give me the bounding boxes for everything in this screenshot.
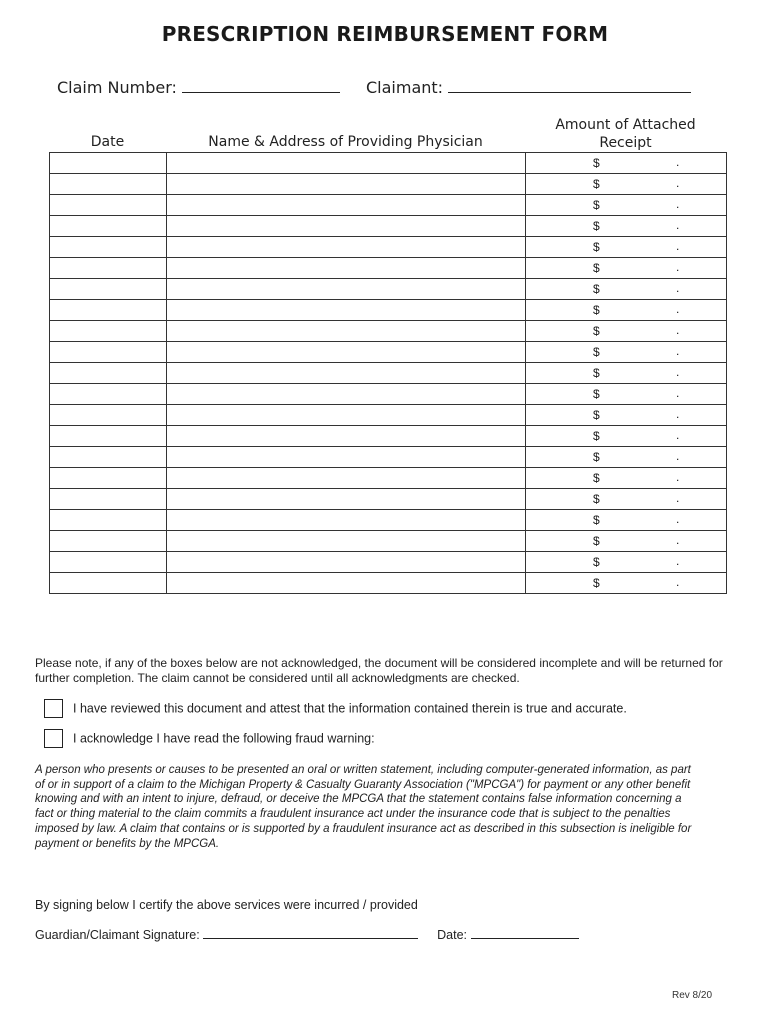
- amount-cell[interactable]: [526, 468, 727, 489]
- table-row: [50, 237, 727, 258]
- amount-column-header: [525, 116, 726, 152]
- amount-cell[interactable]: [526, 153, 727, 174]
- date-column-header: Date: [90, 134, 125, 150]
- attest-checkbox[interactable]: [44, 699, 63, 718]
- receipt-table: [49, 152, 727, 594]
- decimal-point: .: [676, 491, 680, 505]
- physician-cell[interactable]: [167, 363, 526, 384]
- date-cell[interactable]: [50, 384, 167, 405]
- physician-cell[interactable]: [167, 258, 526, 279]
- decimal-point: .: [676, 470, 680, 484]
- dollar-sign: $: [593, 303, 600, 317]
- physician-column-header: Name & Address of Providing Physician: [208, 134, 483, 150]
- table-row: [50, 300, 727, 321]
- table-row: [50, 573, 727, 594]
- decimal-point: .: [676, 512, 680, 526]
- amount-cell[interactable]: [526, 279, 727, 300]
- physician-cell[interactable]: [167, 531, 526, 552]
- date-cell[interactable]: [50, 510, 167, 531]
- table-row: [50, 279, 727, 300]
- amount-cell[interactable]: [526, 573, 727, 594]
- decimal-point: .: [676, 323, 680, 337]
- decimal-point: .: [676, 155, 680, 169]
- dollar-sign: $: [593, 471, 600, 485]
- amount-header-line2: Receipt: [599, 135, 652, 151]
- fraud-warning-text: A person who presents or causes to be presented an oral or written statement, including computer-generated information, as part of or in support of a claim to the Michigan Property & Casualty Guaranty Association ("MPCGA") for payment or any other benefit knowing and with an intent to injure, defraud, or deceive the MPCGA that the statement contains false information concerning a fact or thing material to the claim commits a fraudulent insurance act under the insurance code that is subject to the penalties imposed by law. A claim that contains or is supported by a fraudulent insurance act as described in this subsection is ineligible for payment or benefits by the MPCGA.: [35, 764, 692, 850]
- claimant-field[interactable]: [448, 78, 691, 93]
- amount-cell[interactable]: [526, 342, 727, 363]
- table-row: [50, 216, 727, 237]
- physician-cell[interactable]: [167, 426, 526, 447]
- signature-field[interactable]: [203, 927, 418, 939]
- date-cell[interactable]: [50, 363, 167, 384]
- physician-cell[interactable]: [167, 216, 526, 237]
- claimant-label: Claimant:: [366, 78, 444, 97]
- claim-number-field[interactable]: [182, 78, 340, 93]
- certify-text: By signing below I certify the above services were incurred / provided: [35, 898, 418, 912]
- table-row: [50, 405, 727, 426]
- amount-cell[interactable]: [526, 216, 727, 237]
- physician-cell[interactable]: [167, 195, 526, 216]
- table-row: [50, 489, 727, 510]
- dollar-sign: $: [593, 345, 600, 359]
- date-cell[interactable]: [50, 342, 167, 363]
- date-cell[interactable]: [50, 195, 167, 216]
- table-row: [50, 363, 727, 384]
- claim-number-line: [57, 78, 340, 97]
- dollar-sign: $: [593, 513, 600, 527]
- amount-cell[interactable]: [526, 489, 727, 510]
- physician-cell[interactable]: [167, 279, 526, 300]
- date-cell[interactable]: [50, 153, 167, 174]
- table-row: [50, 195, 727, 216]
- decimal-point: .: [676, 197, 680, 211]
- attest-checkbox-row: [44, 699, 627, 718]
- physician-cell[interactable]: [167, 573, 526, 594]
- amount-cell[interactable]: [526, 195, 727, 216]
- physician-cell[interactable]: [167, 447, 526, 468]
- date-cell[interactable]: [50, 321, 167, 342]
- fraud-warning-checkbox-row: [44, 729, 375, 748]
- dollar-sign: $: [593, 429, 600, 443]
- dollar-sign: $: [593, 387, 600, 401]
- date-cell[interactable]: [50, 489, 167, 510]
- amount-header-line1: Amount of Attached: [555, 117, 696, 133]
- date-cell[interactable]: [50, 447, 167, 468]
- physician-cell[interactable]: [167, 237, 526, 258]
- physician-cell[interactable]: [167, 552, 526, 573]
- fraud-warning-checkbox-label: I acknowledge I have read the following fraud warning:: [73, 731, 375, 746]
- fraud-warning-checkbox[interactable]: [44, 729, 63, 748]
- decimal-point: .: [676, 386, 680, 400]
- dollar-sign: $: [593, 450, 600, 464]
- date-cell[interactable]: [50, 174, 167, 195]
- physician-cell[interactable]: [167, 153, 526, 174]
- date-cell[interactable]: [50, 405, 167, 426]
- amount-cell[interactable]: [526, 447, 727, 468]
- amount-cell[interactable]: [526, 552, 727, 573]
- dollar-sign: $: [593, 198, 600, 212]
- amount-cell[interactable]: [526, 174, 727, 195]
- physician-cell[interactable]: [167, 384, 526, 405]
- decimal-point: .: [676, 533, 680, 547]
- decimal-point: .: [676, 281, 680, 295]
- amount-cell[interactable]: [526, 384, 727, 405]
- date-cell[interactable]: [50, 216, 167, 237]
- dollar-sign: $: [593, 282, 600, 296]
- date-cell[interactable]: [50, 300, 167, 321]
- dollar-sign: $: [593, 534, 600, 548]
- physician-cell[interactable]: [167, 405, 526, 426]
- signature-date-field[interactable]: [471, 927, 579, 939]
- decimal-point: .: [676, 260, 680, 274]
- dollar-sign: $: [593, 219, 600, 233]
- decimal-point: .: [676, 407, 680, 421]
- dollar-sign: $: [593, 555, 600, 569]
- dollar-sign: $: [593, 366, 600, 380]
- amount-cell[interactable]: [526, 363, 727, 384]
- acknowledgment-note: Please note, if any of the boxes below are not acknowledged, the document will be considered incomplete and will be returned for further completion. The claim cannot be considered until all acknowledgments are checked.: [35, 656, 723, 685]
- amount-cell[interactable]: [526, 300, 727, 321]
- table-row: [50, 384, 727, 405]
- date-cell[interactable]: [50, 573, 167, 594]
- decimal-point: .: [676, 302, 680, 316]
- dollar-sign: $: [593, 156, 600, 170]
- physician-cell[interactable]: [167, 468, 526, 489]
- dollar-sign: $: [593, 177, 600, 191]
- table-row: [50, 258, 727, 279]
- attest-checkbox-label: I have reviewed this document and attest that the information contained therein is true and accurate.: [73, 701, 627, 716]
- dollar-sign: $: [593, 576, 600, 590]
- date-cell[interactable]: [50, 552, 167, 573]
- decimal-point: .: [676, 344, 680, 358]
- amount-cell[interactable]: [526, 321, 727, 342]
- amount-cell[interactable]: [526, 258, 727, 279]
- revision-label: Rev 8/20: [672, 990, 713, 1001]
- receipt-rows: [50, 153, 727, 594]
- table-row: [50, 552, 727, 573]
- physician-cell[interactable]: [167, 300, 526, 321]
- claimant-line: [366, 78, 691, 97]
- table-row: [50, 426, 727, 447]
- dollar-sign: $: [593, 492, 600, 506]
- decimal-point: .: [676, 554, 680, 568]
- table-row: [50, 321, 727, 342]
- amount-cell[interactable]: [526, 531, 727, 552]
- date-cell[interactable]: [50, 426, 167, 447]
- signature-date-label: Date:: [437, 928, 468, 942]
- amount-cell[interactable]: [526, 426, 727, 447]
- table-row: [50, 447, 727, 468]
- table-row: [50, 153, 727, 174]
- decimal-point: .: [676, 365, 680, 379]
- table-row: [50, 510, 727, 531]
- decimal-point: .: [676, 428, 680, 442]
- decimal-point: .: [676, 575, 680, 589]
- amount-cell[interactable]: [526, 237, 727, 258]
- physician-cell[interactable]: [167, 174, 526, 195]
- decimal-point: .: [676, 176, 680, 190]
- physician-cell[interactable]: [167, 510, 526, 531]
- date-cell[interactable]: [50, 468, 167, 489]
- table-row: [50, 468, 727, 489]
- table-row: [50, 342, 727, 363]
- amount-cell[interactable]: [526, 510, 727, 531]
- date-cell[interactable]: [50, 279, 167, 300]
- date-cell[interactable]: [50, 531, 167, 552]
- decimal-point: .: [676, 239, 680, 253]
- table-row: [50, 531, 727, 552]
- form-title: PRESCRIPTION REIMBURSEMENT FORM: [161, 22, 609, 46]
- dollar-sign: $: [593, 408, 600, 422]
- date-cell[interactable]: [50, 237, 167, 258]
- table-row: [50, 174, 727, 195]
- physician-cell[interactable]: [167, 321, 526, 342]
- physician-cell[interactable]: [167, 342, 526, 363]
- claim-number-label: Claim Number:: [57, 78, 177, 97]
- physician-cell[interactable]: [167, 489, 526, 510]
- date-cell[interactable]: [50, 258, 167, 279]
- amount-cell[interactable]: [526, 405, 727, 426]
- dollar-sign: $: [593, 261, 600, 275]
- dollar-sign: $: [593, 324, 600, 338]
- decimal-point: .: [676, 218, 680, 232]
- signature-label: Guardian/Claimant Signature:: [35, 928, 200, 942]
- dollar-sign: $: [593, 240, 600, 254]
- decimal-point: .: [676, 449, 680, 463]
- signature-line: [35, 927, 579, 942]
